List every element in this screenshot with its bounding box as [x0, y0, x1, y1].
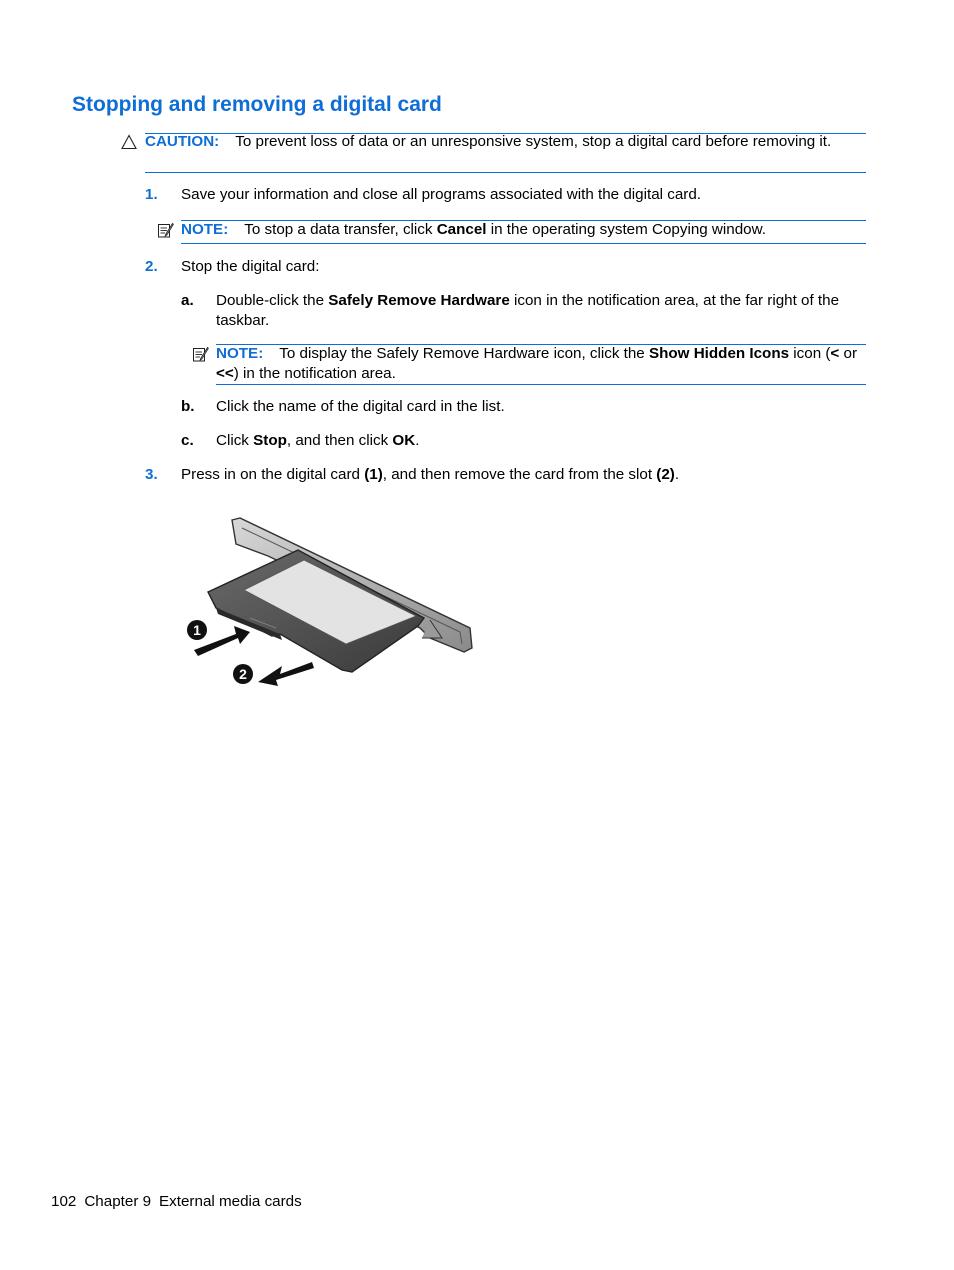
substep-a-safely-remove: Safely Remove Hardware	[328, 292, 510, 309]
note-1-label: NOTE:	[181, 221, 229, 238]
note-icon	[192, 346, 209, 363]
note-2-label: NOTE:	[216, 345, 264, 362]
substep-c-letter: c.	[181, 432, 194, 449]
substep-c-t2: , and then click	[286, 432, 393, 449]
note-2-b2: <	[830, 345, 840, 362]
substep-c-stop: Stop	[253, 432, 287, 449]
step-1-text: Save your information and close all programs associated with the digital card.	[181, 186, 702, 203]
substep-b-text: Click the name of the digital card in the list.	[216, 398, 505, 415]
note-icon	[157, 222, 174, 239]
substep-c-text	[216, 431, 419, 451]
step-3-text	[181, 465, 679, 485]
step-3-t2: , and then remove the card from the slot	[382, 466, 657, 483]
caution-box	[145, 132, 866, 152]
step-3-number: 3.	[145, 466, 158, 483]
substep-a-letter: a.	[181, 292, 194, 309]
substep-a-t2: icon in the notification area, at the far right of the taskbar.	[216, 292, 840, 329]
note-2-show-hidden: Show Hidden Icons	[648, 345, 790, 362]
substep-a-text	[216, 291, 866, 330]
step-2-text: Stop the digital card:	[181, 258, 320, 275]
page-number: 102	[51, 1193, 77, 1210]
note-1-text-end: in the operating system Copying window.	[486, 221, 766, 238]
note-2-t2: icon (	[789, 345, 831, 362]
note-2-bottom-rule	[216, 384, 866, 385]
caution-text: To prevent loss of data or an unresponsive system, stop a digital card before removing it.	[235, 133, 832, 150]
page-title: Stopping and removing a digital card	[72, 93, 442, 116]
substep-c-t1: Click	[216, 432, 254, 449]
substep-a-t1: Double-click the	[216, 292, 329, 309]
note-1-text: To stop a data transfer, click	[244, 221, 437, 238]
callout-1-label: 1	[193, 622, 201, 638]
footer-section: External media cards	[159, 1193, 302, 1210]
note-2-t3: or	[839, 345, 858, 362]
caution-icon	[121, 134, 137, 150]
digital-card-figure	[180, 510, 480, 690]
note-2-b3: <<	[216, 364, 234, 382]
note-1-box	[181, 220, 866, 240]
caution-bottom-rule	[145, 172, 866, 173]
substep-c-t3: .	[415, 432, 420, 449]
step-3-b2: (2)	[656, 466, 675, 483]
substep-b-letter: b.	[181, 398, 195, 415]
remove-arrow-icon	[258, 662, 314, 686]
step-3-t3: .	[674, 466, 680, 483]
note-1-cancel: Cancel	[436, 221, 487, 238]
note-2-t4: ) in the notification area.	[233, 364, 396, 382]
note-2-t1: To display the Safely Remove Hardware icon, click the	[279, 345, 649, 362]
step-1-number: 1.	[145, 186, 158, 203]
note-1-bottom-rule	[181, 243, 866, 244]
step-3-b1: (1)	[364, 466, 383, 483]
step-3-t1: Press in on the digital card	[181, 466, 365, 483]
caution-label: CAUTION:	[145, 133, 220, 150]
callout-2-label: 2	[239, 666, 247, 682]
footer-chapter: Chapter 9	[84, 1193, 152, 1210]
step-2-number: 2.	[145, 258, 158, 275]
note-2-box	[216, 344, 866, 383]
substep-c-ok: OK	[392, 432, 416, 449]
page-footer	[51, 1192, 310, 1212]
